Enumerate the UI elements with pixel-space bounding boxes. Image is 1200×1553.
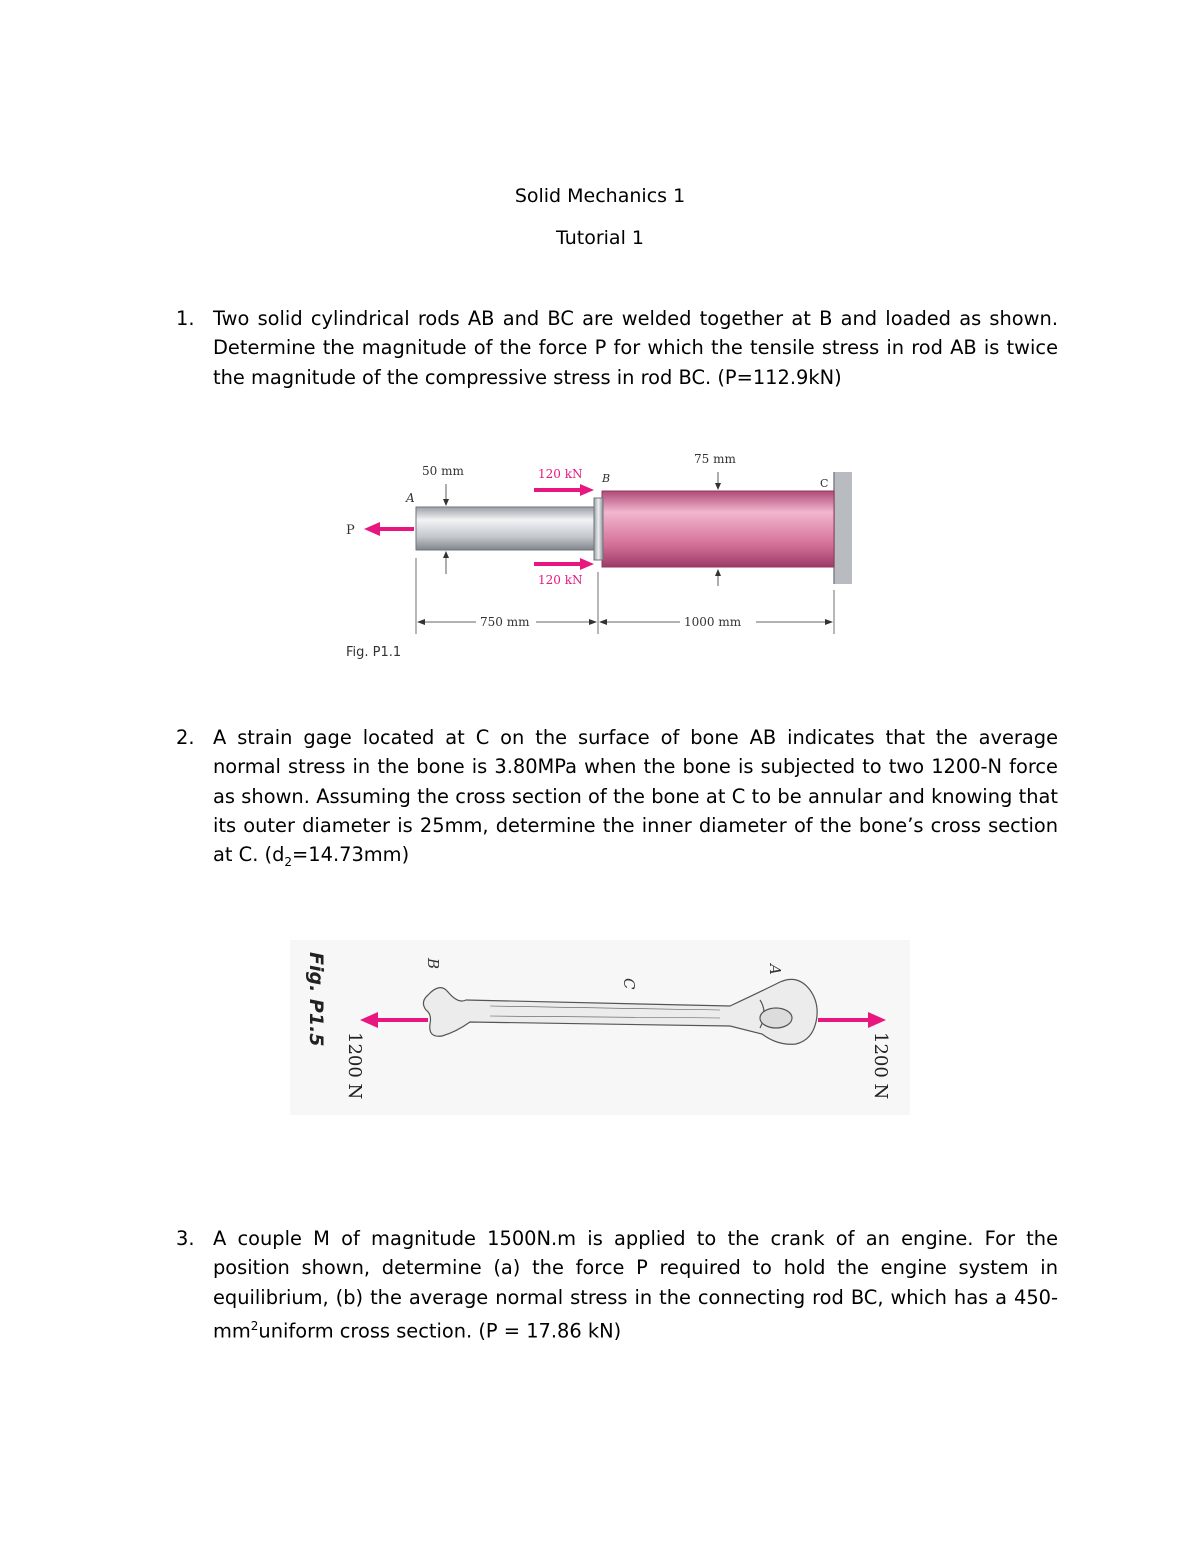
dim-len-bc: 1000 mm — [684, 615, 742, 629]
problem-1-number: 1. — [176, 307, 195, 330]
fixed-wall — [834, 472, 852, 584]
label-c: C — [820, 477, 829, 490]
problem-3-text — [213, 1224, 1058, 1346]
load-bottom-label: 120 kN — [538, 573, 583, 587]
label-c: C — [620, 978, 638, 990]
load-top-label: 120 kN — [538, 467, 583, 481]
problem-2-text — [213, 723, 1058, 877]
tutorial-title: Tutorial 1 — [556, 227, 644, 249]
dim-dia-ab: 50 mm — [422, 464, 464, 478]
problem-3-text-main: A couple M of magnitude 1500N.m is applied to the crank of an engine. For the position shown, determine (a) the force P required to hold the engine system in equilibrium, (b) the average normal stress in the connecting rod BC, which has a 450-mm — [213, 1227, 1058, 1343]
problem-2-text-main: A strain gage located at C on the surface of bone AB indicates that the average normal stress in the bone is 3.80MPa when the bone is subjected to two 1200-N force as shown. Assuming the cross section of the bone at C to be annular and knowing that its outer diameter is 25mm, determine the inner diameter of the bone’s cross section at C. (d — [213, 726, 1058, 867]
figure-p1-1 — [330, 440, 870, 670]
problem-2-subscript: 2 — [284, 855, 293, 870]
figure-p1-5 — [290, 940, 910, 1115]
force-right-label: 1200 N — [870, 1032, 891, 1100]
rod-bc — [602, 491, 834, 567]
force-p-arrowhead — [364, 522, 380, 536]
dim-dia-bc: 75 mm — [694, 452, 736, 466]
figure-p1-5-caption: Fig. P1.5 — [305, 952, 327, 1047]
problem-2-text-end: =14.73mm) — [292, 843, 410, 867]
label-a: A — [406, 491, 415, 505]
problem-3-text-end: uniform cross section. (P = 17.86 kN) — [258, 1319, 622, 1343]
rod-ab — [416, 507, 594, 550]
weld-flange — [594, 498, 603, 560]
force-left-label: 1200 N — [344, 1032, 365, 1100]
label-b: B — [424, 958, 442, 970]
figure-p1-1-caption: Fig. P1.1 — [346, 645, 402, 660]
label-p: P — [346, 523, 355, 538]
document-title: Solid Mechanics 1 — [514, 185, 686, 207]
label-a: A — [766, 964, 784, 975]
problem-3-superscript: 2 — [250, 1318, 259, 1333]
problem-2 — [176, 723, 1058, 873]
dim-len-ab: 750 mm — [480, 615, 530, 629]
label-b: B — [602, 472, 611, 485]
problem-1-text: Two solid cylindrical rods AB and BC are welded together at B and loaded as shown. Determine the magnitude of the force P for which the tensile stress in rod AB is twice the magnitude of the compressive stress in rod BC. (P=112.9kN) — [213, 307, 1058, 389]
problem-2-number: 2. — [176, 726, 195, 749]
problem-3 — [176, 1224, 1058, 1344]
problem-1 — [176, 304, 1058, 394]
problem-3-number: 3. — [176, 1227, 195, 1250]
